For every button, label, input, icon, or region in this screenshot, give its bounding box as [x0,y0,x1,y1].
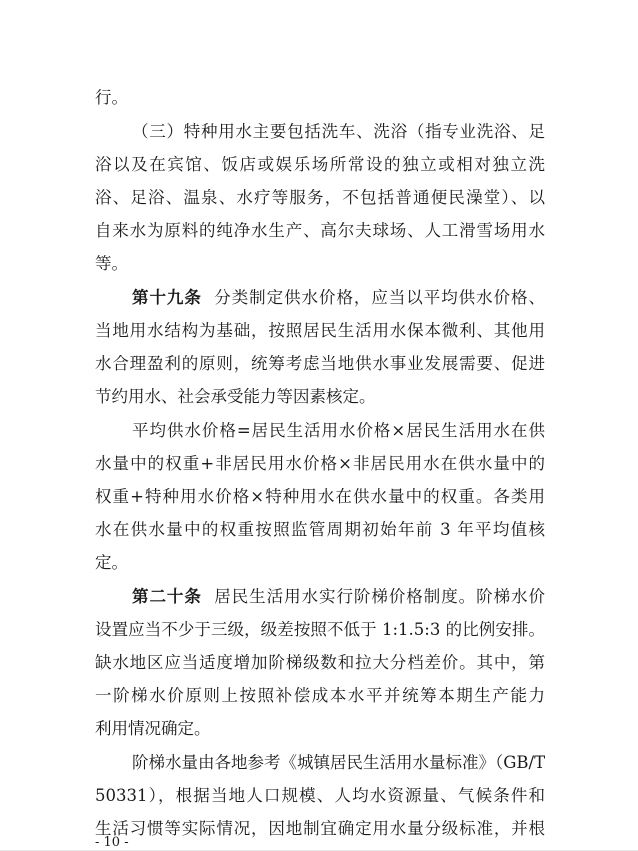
text-line: 水量中的权重+非居民用水价格×非居民用水在供水量中的 [95,454,545,473]
text-line: （三）特种用水主要包括洗车、洗浴（指专业洗浴、足 [132,122,545,141]
text-line: 自来水为原料的纯净水生产、高尔夫球场、人工滑雪场用水 [95,221,545,240]
text-line: 等。 [95,254,128,273]
article-20-line: 第二十条 居民生活用水实行阶梯价格制度。阶梯水价 [132,587,546,606]
text-line: 50331），根据当地人口规模、人均水资源量、气候条件和 [95,786,545,805]
text-line: 行。 [95,88,128,107]
text-line: 利用情况确定。 [95,719,211,738]
text-line: 生活习惯等实际情况，因地制宜确定用水量分级标准，并根 [95,819,545,838]
text-line: 节约用水、社会承受能力等因素核定。 [95,387,376,406]
text-line: 定。 [95,553,128,572]
text-line: 阶梯水量由各地参考《城镇居民生活用水量标准》（GB/T [132,753,546,772]
text-line: 设置应当不少于三级，级差按照不低于 1:1.5:3 的比例安排。 [95,620,545,639]
text-line: 浴、足浴、温泉、水疗等服务，不包括普通便民澡堂）、以 [95,188,545,207]
text-line: 当地用水结构为基础，按照居民生活用水保本微利、其他用 [95,321,545,340]
article-heading: 第二十条 [132,587,202,606]
text-line: 平均供水价格=居民生活用水价格×居民生活用水在供 [132,421,545,440]
page-number: - 10 - [95,835,129,850]
text-line: 缺水地区应当适度增加阶梯级数和拉大分档差价。其中，第 [95,653,545,672]
article-19-line: 第十九条 分类制定供水价格，应当以平均供水价格、 [132,288,546,307]
text-line: 水合理盈利的原则，统筹考虑当地供水事业发展需要、促进 [95,354,545,373]
text-line: 一阶梯水价原则上按照补偿成本水平并统筹本期生产能力 [95,686,545,705]
text-line: 浴以及在宾馆、饭店或娱乐场所常设的独立或相对独立洗 [95,155,545,174]
article-heading: 第十九条 [132,288,202,307]
text-line: 水在供水量中的权重按照监管周期初始年前 3 年平均值核 [95,520,545,539]
text-line: 权重+特种用水价格×特种用水在供水量中的权重。各类用 [95,487,545,506]
